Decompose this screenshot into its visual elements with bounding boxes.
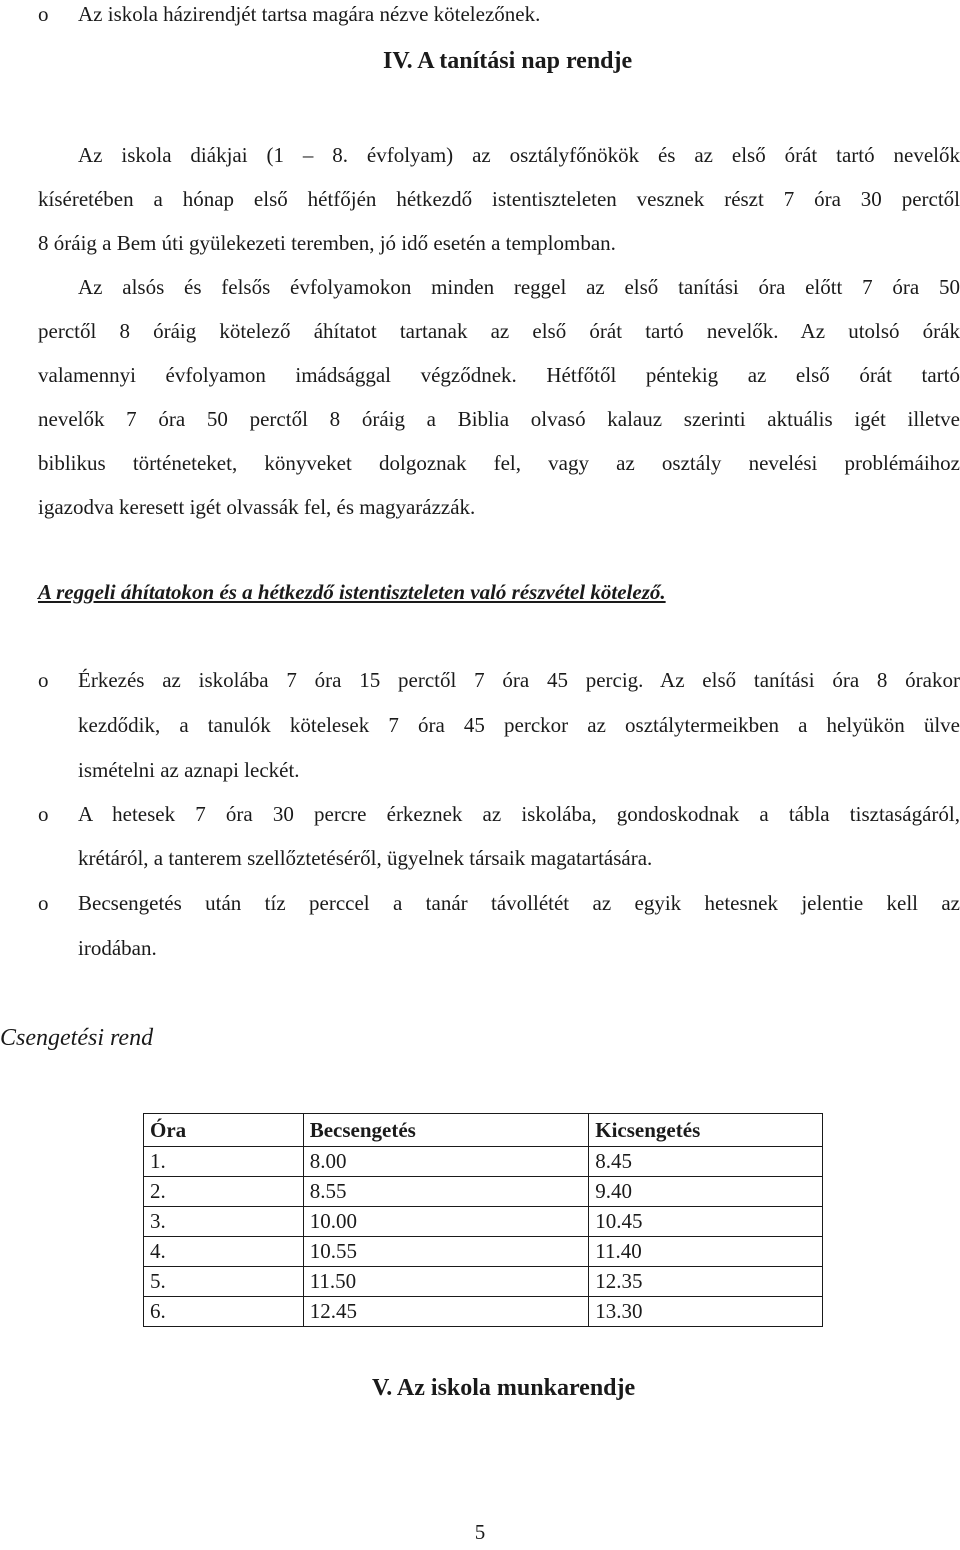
start-time-cell: 11.50 [303,1267,589,1297]
paragraph-line: Az iskola diákjai (1 – 8. évfolyam) az osztályfőnökök és az első órát tartó nevelők [78,143,960,167]
list-item-line: Becsengetés után tíz perccel a tanár távollétét az egyik hetesnek jelentie kell az [78,891,960,915]
period-cell: 6. [144,1297,304,1327]
bell-schedule-title: Csengetési rend [0,1025,154,1051]
bullet-marker: o [38,802,49,826]
paragraph-line: Az alsós és felsős évfolyamokon minden reggel az első tanítási óra előtt 7 óra 50 [78,275,960,299]
period-cell: 2. [144,1177,304,1207]
paragraph-line: biblikus történeteket, könyveket dolgoznak fel, vagy az osztály nevelési problémáihoz [38,451,960,475]
end-time-cell: 9.40 [589,1177,823,1207]
list-item-line: Érkezés az iskolába 7 óra 15 perctől 7 óra 45 percig. Az első tanítási óra 8 órakor [78,668,960,692]
table-header-row [144,1114,823,1147]
list-item-line: krétáról, a tanterem szellőztetéséről, ügyelnek társaik magatartására. [78,846,653,870]
list-item-line: irodában. [78,936,157,960]
paragraph-line: igazodva keresett igét olvassák fel, és magyarázzák. [38,495,476,519]
table-row [144,1297,823,1327]
paragraph-line: valamennyi évfolyamon imádsággal végződnek. Hétfőtől péntekig az első órát tartó [38,363,960,387]
section-heading-v: V. Az iskola munkarendje [372,1375,636,1401]
list-item-line: kezdődik, a tanulók kötelesek 7 óra 45 perckor az osztálytermeikben a helyükön ülve [78,713,960,737]
bullet-marker: o [38,2,49,26]
table-row [144,1207,823,1237]
end-time-cell: 10.45 [589,1207,823,1237]
period-cell: 5. [144,1267,304,1297]
bell-schedule-table [143,1113,823,1327]
period-cell: 4. [144,1237,304,1267]
end-time-cell: 12.35 [589,1267,823,1297]
end-time-cell: 8.45 [589,1147,823,1177]
column-header-period: Óra [144,1114,304,1147]
page-number: 5 [474,1520,486,1544]
table-row [144,1147,823,1177]
start-time-cell: 10.00 [303,1207,589,1237]
start-time-cell: 8.55 [303,1177,589,1207]
start-time-cell: 8.00 [303,1147,589,1177]
table-row [144,1267,823,1297]
paragraph-line: 8 óráig a Bem úti gyülekezeti teremben, jó idő esetén a templomban. [38,231,616,255]
list-item-line: ismételni az aznapi leckét. [78,758,300,782]
paragraph-line: nevelők 7 óra 50 perctől 8 óráig a Biblia olvasó kalauz szerinti aktuális igét illetve [38,407,960,431]
start-time-cell: 10.55 [303,1237,589,1267]
bullet-marker: o [38,891,49,915]
list-item-line: A hetesek 7 óra 30 percre érkeznek az iskolába, gondoskodnak a tábla tisztaságáról, [78,802,960,826]
paragraph-line: perctől 8 óráig kötelező áhítatot tartanak az első órát tartó nevelők. Az utolsó órák [38,319,960,343]
end-time-cell: 13.30 [589,1297,823,1327]
bullet-marker: o [38,668,49,692]
start-time-cell: 12.45 [303,1297,589,1327]
rule-text: Az iskola házirendjét tartsa magára nézve kötelezőnek. [78,2,541,26]
period-cell: 1. [144,1147,304,1177]
section-heading-iv: IV. A tanítási nap rendje [383,48,633,74]
attendance-mandatory-note: A reggeli áhítatokon és a hétkezdő istentiszteleten való részvétel kötelező. [38,580,666,604]
paragraph-line: kíséretében a hónap első hétfőjén hétkezdő istentiszteleten vesznek részt 7 óra 30 perctől [38,187,960,211]
period-cell: 3. [144,1207,304,1237]
table-row [144,1177,823,1207]
column-header-start: Becsengetés [303,1114,589,1147]
table-row [144,1237,823,1267]
end-time-cell: 11.40 [589,1237,823,1267]
column-header-end: Kicsengetés [589,1114,823,1147]
